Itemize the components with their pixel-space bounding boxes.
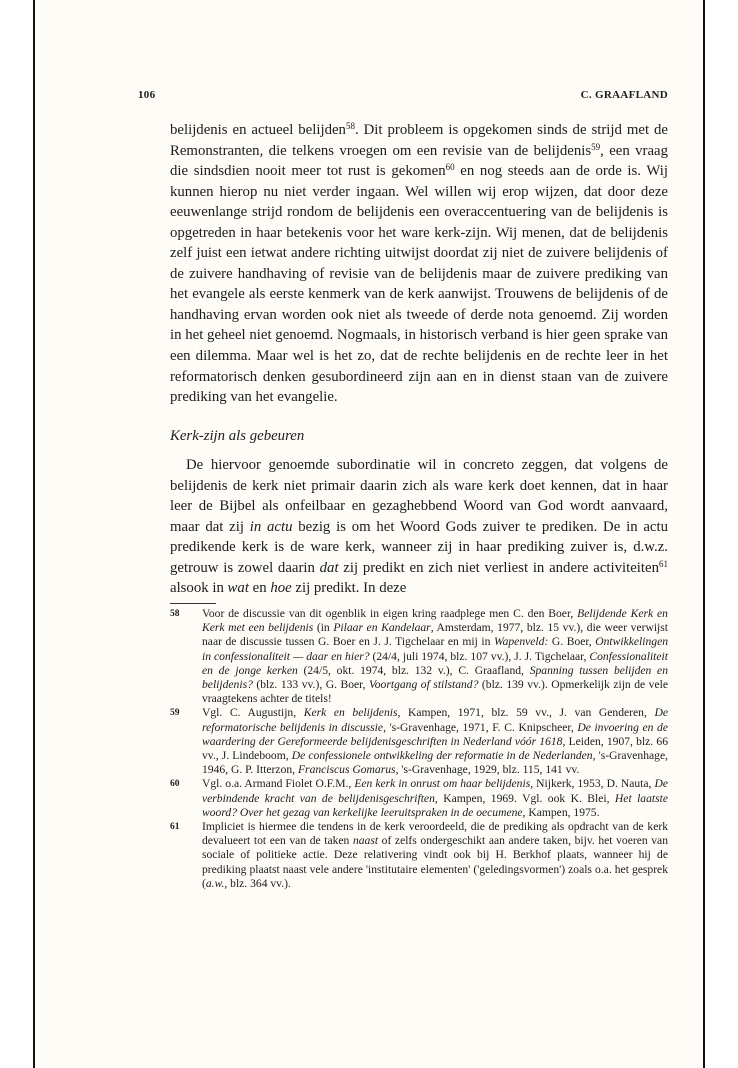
footnotes	[170, 607, 668, 891]
footnote-text: , Leiden, 1907, blz. 66 vv., J. Lindeboom,	[202, 734, 668, 763]
footnote-ref-61: 61	[658, 558, 668, 569]
text-run: bezig is om het Woord Gods zuiver te prediken. De in actu predikende kerk is de ware kerk, wanneer zij in haar prediking zuiver is, d.w.z. getrouw is zowel daarin	[170, 518, 669, 576]
running-head: C. GRAAFLAND	[580, 89, 668, 101]
text-run: , een vraag die sindsdien nooit meer tot rust is gekomen	[170, 142, 669, 180]
footnote-text: of zelfs ondergeschikt aan andere taken, bijv. het voeren van sociale of politieke actie. Deze relativering vindt ook bij H. Berkhof plaats, wanneer hij de prediking plaatst naast vele andere 'institutaire elementen' ('geledingsvormen') zoals o.a. het gesprek (	[202, 834, 668, 890]
footnote-text: , 's-Gravenhage, 1929, blz. 115, 141 vv.	[395, 763, 580, 777]
footnote-title: Het laatste woord? Over het gezag van kerkelijke leeruitspraken in de oecumene	[202, 791, 668, 819]
emphasis: hoe	[270, 580, 292, 597]
footnote-text: , Nijkerk, 1953, D. Nauta,	[530, 777, 655, 791]
emphasis: dat	[319, 559, 339, 576]
footnote-number: 59	[170, 708, 180, 719]
footnote-title: naast	[352, 834, 379, 848]
footnote-text: , Amsterdam, 1977, blz. 15 vv.), die weer verwijst naar de discussie tussen G. Boer en J. J. Tigchelaar en mij in	[202, 621, 669, 649]
text-run: en nog steeds aan de orde is. Wij kunnen hierop nu niet verder ingaan. Wel willen wij erop wijzen, dat door deze eeuwenlange strijd rondom de belijdenis een overaccentuering van de belijdenis is opgetreden in haar betekenis voor het ware kerk-zijn. Wij menen, dat de belijdenis zelf juist een ietwat andere richting uitwijst doordat zij niet de zuivere belijdenis of de zuivere handhaving of revisie van de belijdenis maar de zuivere prediking van het evangele als eerste kenmerk van de kerk aanwijst. Trouwens de belijdenis of de handhaving ervan worden ook niet als tweede of derde nota genoemd. Zij worden in het geheel niet genoemd. Nogmaals, in historisch verband is hier geen sprake van een dilemma. Maar wel is het zo, dat de rechte belijdenis en de rechte leer in het reformatorisch denken gesubordineerd zijn aan en in dienst staan van de zuivere prediking van het evangelie.	[170, 163, 668, 406]
footnote-text: , 's-Gravenhage, 1946, G. P. Itterzon,	[202, 749, 668, 777]
footnote-title: Pilaar en Kandelaar	[333, 621, 431, 635]
footnote-title: De invoering en de waardering der Gereformeerde belijdenisgeschriften in Nederland vóór 1618	[202, 720, 668, 748]
text-run: De hiervoor genoemde subordinatie wil in concreto zeggen, dat volgens de belijdenis de kerk niet primair daarin zich als ware kerk doet kennen, dat in haar leer de Bijbel als onfeilbaar en gezaghebbend Woord van God wordt aanvaard, maar dat zij	[170, 457, 668, 535]
footnote-rule	[170, 603, 216, 604]
footnote-title: Een kerk in onrust om haar belijdenis	[354, 777, 531, 791]
footnote-59	[170, 706, 668, 777]
footnote-title: De verbindende kracht van de belijdenisgeschriften	[202, 777, 668, 805]
footnote-title: Franciscus Gomarus	[297, 763, 396, 777]
footnote-text: (blz. 139 vv.). Opmerkelijk zijn de vele vraagtekens achter de titels!	[202, 678, 668, 706]
footnote-text: , 's-Gravenhage, 1971, F. C. Knipscheer,	[383, 720, 578, 734]
footnote-title: a.w.	[205, 876, 225, 890]
footnote-title: Wapenveld:	[494, 635, 549, 649]
footnote-text: (24/4, juli 1974, blz. 107 vv.), J. J. Tigchelaar,	[369, 649, 590, 663]
footnote-title: Belijdende Kerk en Kerk met een belijdenis	[202, 607, 668, 635]
footnote-text: , Kampen, 1971, blz. 59 vv., J. van Genderen,	[397, 706, 655, 720]
footnote-60	[170, 777, 668, 820]
footnote-title: De confessionele ontwikkeling der reformatie in de Nederlanden	[291, 749, 593, 763]
footnote-text: (in	[313, 621, 334, 635]
text-run: alsook in	[170, 580, 228, 597]
text-run: zij predikt en zich niet verliest in andere activiteiten	[338, 559, 659, 576]
footnote-ref-59: 59	[591, 141, 601, 152]
footnote-text: (24/5, okt. 1974, blz. 132 v.), C. Graafland,	[297, 663, 530, 677]
footnote-text: , blz. 364 vv.).	[224, 876, 291, 890]
footnote-ref-60: 60	[445, 162, 455, 173]
footnote-text: Impliciet is hiermee die tendens in de kerk veroordeeld, die de prediking als opdracht van de kerk devalueert tot een van de taken	[202, 820, 668, 848]
body-paragraph-2	[170, 455, 668, 599]
footnote-title: Kerk en belijdenis	[303, 706, 398, 720]
text-run: en	[248, 580, 271, 597]
footnote-title: Spanning tussen belijden en belijdenis?	[202, 663, 668, 692]
page-header	[138, 89, 668, 105]
footnote-58	[170, 607, 668, 706]
footnote-title: Confessionaliteit en de jonge kerken	[202, 649, 668, 677]
footnote-61	[170, 820, 668, 891]
footnote-text: Vgl. C. Augustijn,	[202, 706, 304, 720]
footnote-title: De reformatorische belijdenis in discussie	[202, 706, 668, 734]
text-run: belijdenis en actueel belijden	[170, 122, 346, 138]
section-heading: Kerk-zijn als gebeuren	[170, 428, 305, 444]
text-run: zij predikt. In deze	[291, 580, 407, 597]
page-number: 106	[138, 89, 156, 101]
footnote-text: Voor de discussie van dit ogenblik in eigen kring raadplege men C. den Boer,	[202, 607, 578, 620]
footnote-title: Voortgang of stilstand?	[368, 678, 479, 692]
footnote-text: (blz. 133 vv.), G. Boer,	[252, 678, 369, 692]
text-run: . Dit probleem is opgekomen sinds de strijd met de Remonstranten, die telkens vroegen om een revisie van de belijdenis	[170, 122, 668, 159]
footnote-text: , Kampen, 1969. Vgl. ook K. Blei,	[434, 791, 615, 805]
footnote-text: Vgl. o.a. Armand Fiolet O.F.M.,	[202, 777, 355, 791]
emphasis: wat	[227, 580, 249, 597]
footnote-number: 61	[170, 822, 180, 833]
emphasis: in actu	[249, 518, 293, 535]
scan-border-right	[703, 0, 705, 1068]
footnote-number: 60	[170, 779, 180, 790]
footnote-number: 58	[170, 609, 180, 619]
footnote-text: G. Boer,	[548, 635, 596, 649]
footnote-text: , Kampen, 1975.	[522, 805, 600, 819]
footnote-ref-58: 58	[345, 121, 355, 131]
body-paragraph-1	[170, 120, 668, 408]
footnote-title: Ontwikkelingen in confessionaliteit — daar en hier?	[202, 635, 669, 663]
